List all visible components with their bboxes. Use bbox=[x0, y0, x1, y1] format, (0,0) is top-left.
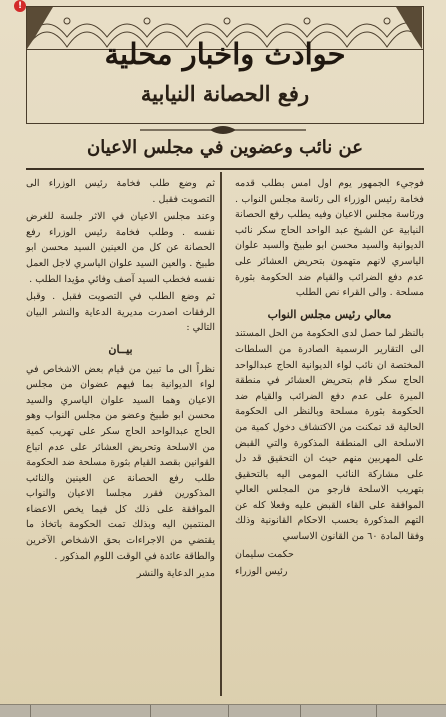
section-title: حوادث واخبار محلية bbox=[104, 37, 346, 71]
column-top-rule bbox=[26, 168, 424, 170]
letter-salutation: معالي رئيس مجلس النواب bbox=[267, 307, 392, 321]
bar-tick bbox=[30, 705, 31, 717]
signature-title: رئيس الوزراء bbox=[235, 566, 288, 578]
article-column-left bbox=[26, 176, 215, 696]
headline: رفع الحصانة النيابية bbox=[140, 81, 310, 106]
masthead-frame bbox=[26, 6, 424, 124]
bar-tick bbox=[300, 705, 301, 717]
column-divider bbox=[220, 172, 222, 696]
article-column-right bbox=[235, 176, 424, 696]
signature-name: حكمت سليمان bbox=[235, 548, 294, 560]
article-paragraph: بالنظر لما حصل لدى الحكومة من الحل المستند الى التقارير الرسمية الصادرة من السلطات المختصة ان نائب لواء الديوانية الحاج عبدالواحد الحاج سكر قام بتحريض العشائر في منطقة الميرة على عدم دفع الضرائب والقيام ضد الحكومة بثورة مسلحة وبالنظر الى الحكومة الحالية قد تمكنت من الاكتشاف دخول كمية من الاسلحة الى المنطقة المذكورة والتي القبض على المهربين منهم حيث ان التحقيق قد دل على مشاركة النائب المومى اليه بالتحقيق بتهريب الاسلحة فارجو من المجلس العالي الموافقة على القاء القبض عليه وفعلا كله عن التهم المذكورة بحسب الاحكام القانونية وذلك وفقا المادة ٦٠ من القانون الاساسي bbox=[235, 328, 424, 543]
bar-tick bbox=[376, 705, 377, 717]
headline-divider bbox=[0, 124, 446, 138]
article-paragraph: ثم وضع طلب فخامة رئيس الوزراء الى التصويت فقبل . bbox=[26, 178, 215, 205]
article-paragraph: وعند مجلس الاعيان في الاثر جلسة للغرض نفسه . وطلب فخامة رئيس الوزراء رفع الحصانة عن كل من العينين السيد محسن ابو طبيخ . والعين السيد علوان الياسري لاجل العمل نفسه فخطب السيد آصف وفائي مؤيدا الطلب . bbox=[26, 211, 215, 285]
alert-icon: ! bbox=[14, 0, 26, 12]
sub-headline: عن نائب وعضوين في مجلس الاعيان bbox=[87, 137, 363, 158]
bar-tick bbox=[228, 705, 229, 717]
article-paragraph: فوجيء الجمهور يوم اول امس بطلب قدمه فخامة رئيس الوزراء الى رئاسة مجلس النواب . ورئاسة مجلس الاعيان وفيه يطلب رفع الحصانة النيابية عن الشيخ عبد الواحد الحاج سكر نائب الديوانية والسيد محسن ابو طبيخ والسيد علوان الياسري لانهم متهمون بتحريض العشائر على عدم دفع الضرائب والقيام ضد الحكومة بثورة مسلحة . والى القراء نص الطلب bbox=[235, 178, 424, 299]
signature-title: مدير الدعاية والنشر bbox=[136, 568, 215, 580]
bar-tick bbox=[150, 705, 151, 717]
article-paragraph: ثم وضع الطلب في التصويت فقبل . وقبل الرفقات اصدرت مديرية الدعاية والنشر البيان التالي : bbox=[26, 291, 215, 334]
viewer-bottom-bar bbox=[0, 704, 446, 717]
article-paragraph: نظراً الى ما تبين من قيام بعض الاشخاص في لواء الديوانية بما فيهم عضوان من مجلس الاعيان وهما السيد علوان الياسري والسيد محسن ابو طبيخ وعضو من مجلس النواب وهو الحاج عبدالواحد الحاج سكر على تهريب كمية من الاسلحة وتحريض العشائر على عدم اتباع القوانين بقصد القيام بثورة مسلحة ضد الحكومة طلب رفع الحصانة عن العينين والنائب المذكورين فقرر مجلسا الاعيان والنواب الموافقة على ذلك كل فيما يخص الاعضاء المنتمين اليه وبذلك تمت الحكومة باتخاذ ما يقتضي من الاجراءات بحق الاشخاص الآخرين والطاقة عائدة في الوقت اللوم المذكور . bbox=[26, 363, 215, 562]
statement-heading: بيــان bbox=[108, 342, 133, 356]
